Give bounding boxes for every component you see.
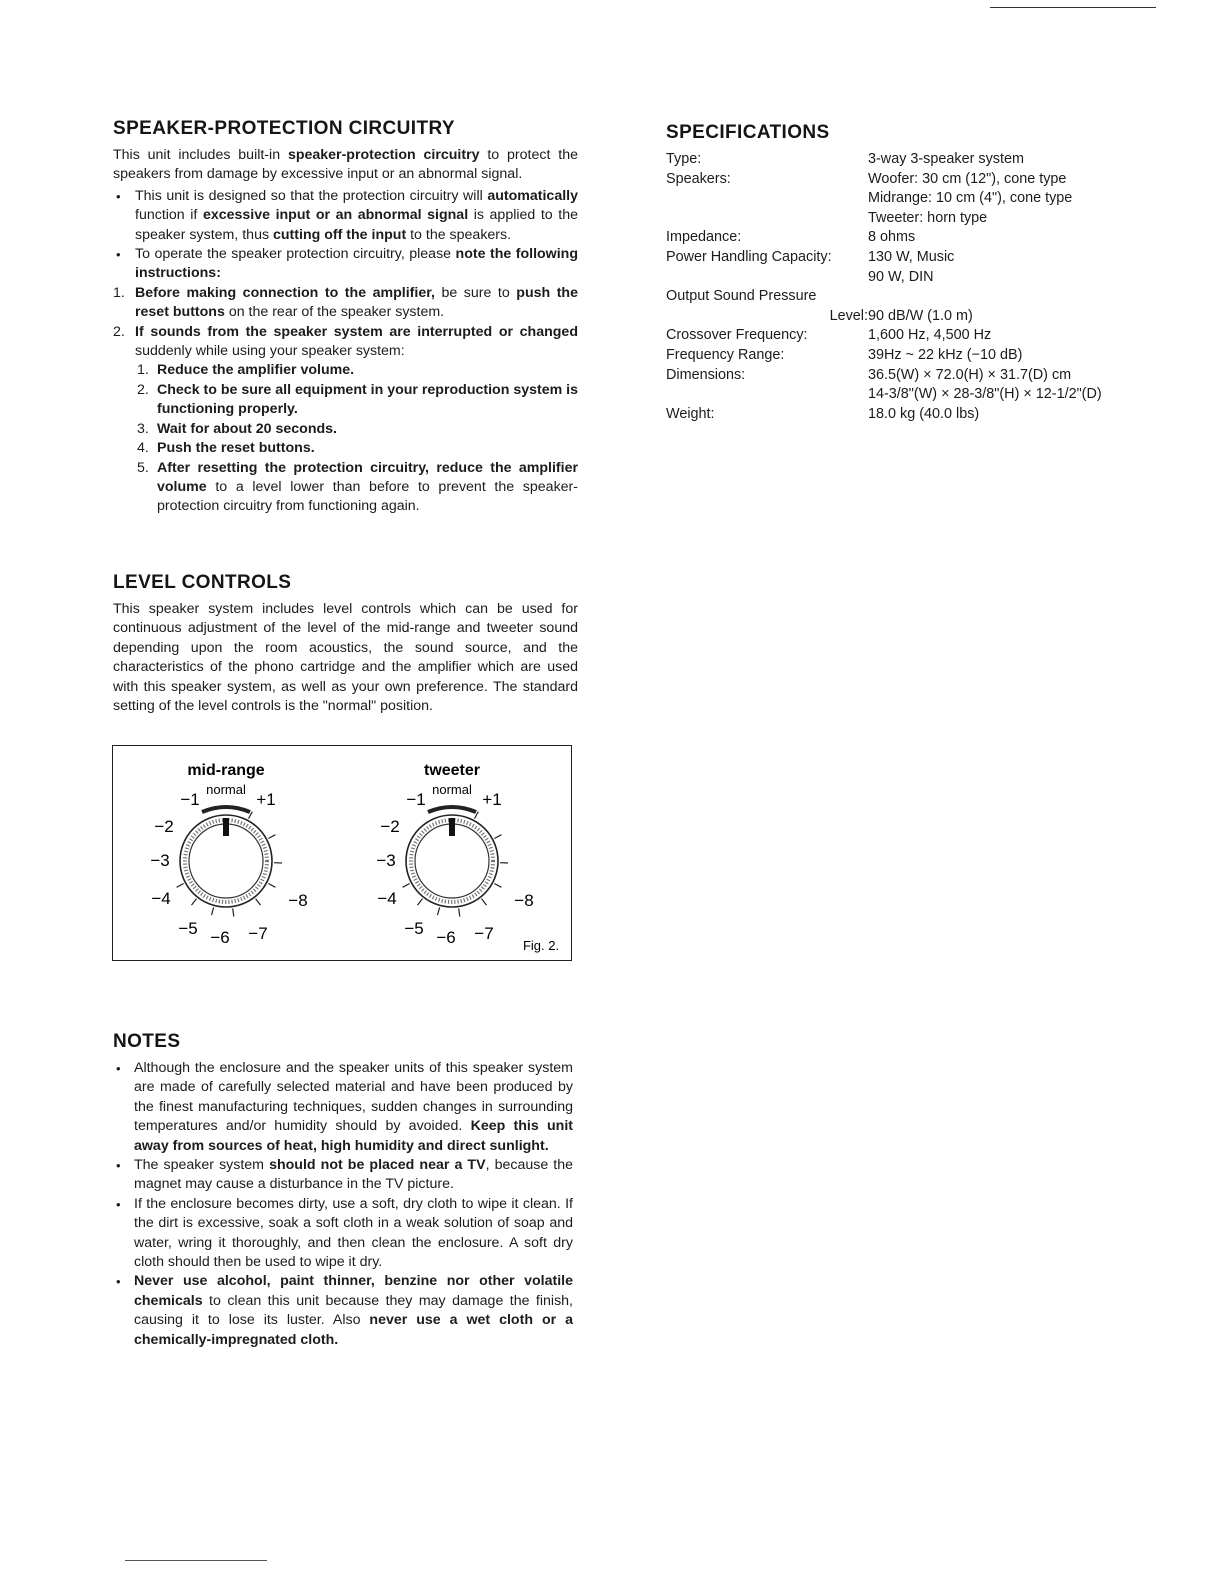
dial-mark-label: −2 [154, 817, 174, 836]
dial-mark-label: +1 [256, 790, 276, 809]
dial-mark-label: −1 [180, 790, 200, 809]
knob-pointer [223, 818, 229, 836]
dial-title-mid-range: mid-range [187, 762, 265, 779]
protection-bullets [113, 187, 578, 284]
spec-value: Woofer: 30 cm (12"), cone type [868, 170, 1067, 187]
bold-run: cutting off the input [273, 226, 407, 243]
spec-row-dimensions-inch [666, 385, 1186, 405]
spec-row-dimensions [666, 366, 1186, 386]
text-run: to the speakers. [406, 226, 512, 243]
text-run: Although the enclosure and the speaker units of this speaker system are made of carefully selected material and have been produced by the finest manufacturing techniques, sudden changes in surrounding temperatures and/or humidity should by avoided. [134, 1060, 573, 1135]
spec-value: 18.0 kg (40.0 lbs) [868, 405, 980, 422]
dial-mark-label: −6 [436, 928, 456, 947]
spec-value: 39Hz ~ 22 kHz (−10 dB) [868, 346, 1023, 363]
note-item-environment [113, 1059, 573, 1156]
normal-arc [202, 807, 250, 812]
note-item-cleaning [113, 1195, 573, 1273]
step-number: 1. [113, 284, 125, 301]
spec-key: Type: [666, 151, 702, 167]
spec-value: 3-way 3-speaker system [868, 151, 1024, 167]
section-title-notes: NOTES [113, 1031, 181, 1052]
dial-title-tweeter: tweeter [423, 762, 481, 779]
dial-mark-label: −4 [151, 889, 171, 908]
dial-mark-label: −3 [150, 851, 170, 870]
step-number: 2. [113, 323, 125, 340]
dial-mark-label: −3 [376, 851, 396, 870]
substep-text [157, 362, 354, 378]
spec-value: 14-3/8"(W) × 28-3/8"(H) × 12-1/2"(D) [868, 386, 1102, 403]
substep-text [157, 382, 578, 417]
dial-mark-label: −5 [178, 919, 198, 938]
spec-row-power-din [666, 268, 1186, 288]
knob-pointer [449, 818, 455, 836]
spec-key: Level: [829, 307, 868, 324]
spec-row-frequency [666, 346, 1186, 366]
spec-row-speakers [666, 170, 1186, 190]
bold-run: push the reset buttons [135, 284, 578, 321]
specifications-section [666, 122, 1186, 424]
text-run: on the rear of the speaker system. [224, 304, 445, 321]
normal-arc [428, 807, 476, 812]
spec-row-crossover [666, 326, 1186, 346]
spec-row-weight [666, 405, 1186, 425]
substep-number: 1. [137, 362, 149, 379]
text-run: to clean this unit because they may damage the finish, causing it to lose its luster. Also [134, 1292, 573, 1329]
bold-run: Wait for about 20 seconds. [157, 420, 337, 437]
dial-mark-label: −7 [248, 924, 268, 943]
notes-section [113, 1031, 573, 1350]
bold-run: Before making connection to the amplifier, [135, 284, 435, 301]
substep-text [157, 421, 337, 437]
dial-mark-label: −1 [406, 790, 426, 809]
text-run: If the enclosure becomes dirty, use a soft, dry cloth to wipe it clean. If the dirt is excessive, soak a soft cloth in a weak solution of soap and water, wring it thoroughly, and then clean the enclosure. A soft dry cloth should then be used to wipe it dry. [134, 1195, 573, 1271]
dial-tick [192, 899, 197, 905]
speaker-protection-section [113, 118, 578, 517]
dial-tick [459, 909, 460, 917]
bold-run: should not be placed near a TV [269, 1157, 486, 1174]
dial-knob [150, 790, 307, 947]
protection-substeps [135, 361, 578, 516]
dial-tick [494, 884, 501, 888]
section-title-specs: SPECIFICATIONS [666, 122, 830, 143]
top-edge-rule [990, 7, 1156, 8]
dial-tweeter [376, 762, 533, 947]
dial-tick [177, 884, 184, 888]
text-run: This unit is designed so that the protection circuitry will [135, 187, 488, 204]
bold-run: Never use alcohol, paint thinner, benzine nor other volatile chemicals [134, 1273, 573, 1309]
spec-value: Midrange: 10 cm (4"), cone type [868, 190, 1073, 207]
bold-run: excessive input or an abnormal signal [202, 207, 469, 224]
spec-value: 90 W, DIN [868, 268, 934, 285]
dial-mark-label: −4 [377, 889, 397, 908]
dial-tick [212, 907, 214, 915]
dial-tick [256, 899, 261, 905]
protection-steps [113, 284, 578, 517]
spec-value: Tweeter: horn type [868, 209, 988, 226]
dial-mid-range [150, 762, 307, 947]
dial-normal-label: normal [206, 782, 246, 797]
protection-intro [113, 146, 578, 185]
substep-text [157, 440, 315, 456]
dial-tick [268, 835, 275, 839]
dial-mark-label: −2 [380, 817, 400, 836]
substep-4 [137, 439, 578, 458]
dial-mark-label: −7 [474, 924, 494, 943]
spec-value: 8 ohms [868, 229, 916, 246]
bold-run: If sounds from the speaker system are interrupted or changed [135, 323, 578, 340]
spec-key: Weight: [666, 405, 715, 422]
spec-key: Dimensions: [666, 366, 746, 383]
spec-key: Output Sound Pressure [666, 288, 817, 305]
text-run: to protect the speakers from damage by excessive input or an abnormal signal. [113, 147, 578, 183]
text-run: To operate the speaker protection circuitry, please [135, 246, 456, 263]
bold-run: automatically [487, 187, 578, 204]
substep-number: 3. [137, 420, 149, 437]
dial-tick [494, 835, 501, 839]
dial-tick [268, 884, 275, 888]
spec-row-type [666, 150, 1186, 170]
dial-normal-label: normal [432, 782, 472, 797]
text-run: function if [135, 207, 203, 224]
substep-2 [137, 381, 578, 420]
bold-run: never use a wet cloth or a chemically-impregnated cloth. [134, 1312, 573, 1348]
text-run: is applied to the speaker system, thus [135, 207, 578, 243]
dial-mark-label: −6 [210, 928, 230, 947]
text-run: be sure to [434, 284, 517, 301]
level-control-figure [112, 745, 572, 961]
text-run: , because the magnet may cause a disturbance in the TV picture. [134, 1157, 574, 1193]
dial-mark-label: −8 [288, 891, 308, 910]
dial-knob [376, 790, 533, 947]
bold-run: Push the reset buttons. [157, 440, 315, 457]
bold-run: Check to be sure all equipment in your reproduction system is functioning properly. [157, 381, 578, 418]
spec-row-power [666, 248, 1186, 268]
substep-3 [137, 420, 578, 439]
notes-list [113, 1059, 573, 1350]
step-text [135, 324, 578, 359]
step-text [135, 285, 578, 320]
dial-tick [403, 884, 410, 888]
level-dials-diagram [113, 746, 571, 959]
dial-tick [482, 899, 487, 905]
spec-row-speakers-tweeter [666, 209, 1186, 229]
figure-caption: Fig. 2. [522, 938, 560, 953]
substep-1 [137, 361, 578, 380]
dial-tick [418, 899, 423, 905]
dial-mark-label: −5 [404, 919, 424, 938]
text-run: The speaker system [134, 1157, 270, 1174]
bold-run: note the following instructions: [135, 246, 578, 282]
spec-row-impedance [666, 228, 1186, 248]
protection-step-2 [113, 323, 578, 517]
protection-step-1 [113, 284, 578, 323]
text-run: to a level lower than before to prevent the speaker-protection circuitry from functioning again. [157, 478, 578, 515]
substep-number: 2. [137, 381, 149, 398]
substep-number: 4. [137, 440, 149, 457]
protection-bullet-automatic [113, 187, 578, 245]
dial-mark-label: +1 [482, 790, 502, 809]
text-run: suddenly while using your speaker system: [135, 343, 405, 360]
note-item-chemicals [113, 1272, 573, 1350]
bold-run: After resetting the protection circuitry, reduce the amplifier volume [157, 459, 578, 495]
level-controls-section [113, 572, 578, 716]
spec-key: Frequency Range: [666, 346, 785, 363]
level-body: This speaker system includes level controls which can be used for continuous adjustment of the level of the mid-range and tweeter sound depending upon the room acoustics, the sound source, and the characteristics of the phono cartridge and the amplifier which are used with this speaker system, as well as your own preference. The standard setting of the level controls is the "normal" position. [113, 601, 578, 715]
section-title-protection: SPEAKER-PROTECTION CIRCUITRY [113, 118, 455, 139]
substep-text [157, 460, 578, 515]
dial-tick [438, 907, 440, 915]
substep-5 [137, 459, 578, 517]
dial-tick [233, 909, 234, 917]
dial-mark-label: −8 [514, 891, 534, 910]
bold-run: Reduce the amplifier volume. [157, 362, 355, 379]
spec-value: 36.5(W) × 72.0(H) × 31.7(D) cm [868, 366, 1072, 383]
bold-run: speaker-protection circuitry [287, 147, 480, 163]
spec-row-osp [666, 307, 1186, 327]
bold-run: Keep this unit away from sources of heat, high humidity and direct sunlight. [134, 1118, 573, 1154]
spec-key: Speakers: [666, 170, 731, 187]
note-item-tv [113, 1156, 573, 1195]
spec-value: 90 dB/W (1.0 m) [868, 307, 973, 324]
spec-key: Crossover Frequency: [666, 327, 808, 344]
spec-value: 130 W, Music [868, 248, 955, 265]
spec-value: 1,600 Hz, 4,500 Hz [868, 327, 992, 344]
substep-number: 5. [137, 459, 149, 476]
spec-row-speakers-mid [666, 189, 1186, 209]
spec-key: Impedance: [666, 229, 742, 246]
bottom-edge-rule [125, 1560, 267, 1561]
spec-row-osp-label [666, 287, 1186, 307]
text-run: This unit includes built-in [113, 147, 288, 163]
protection-bullet-instructions [113, 245, 578, 284]
section-title-level: LEVEL CONTROLS [113, 572, 292, 593]
spec-key: Power Handling Capacity: [666, 248, 832, 265]
